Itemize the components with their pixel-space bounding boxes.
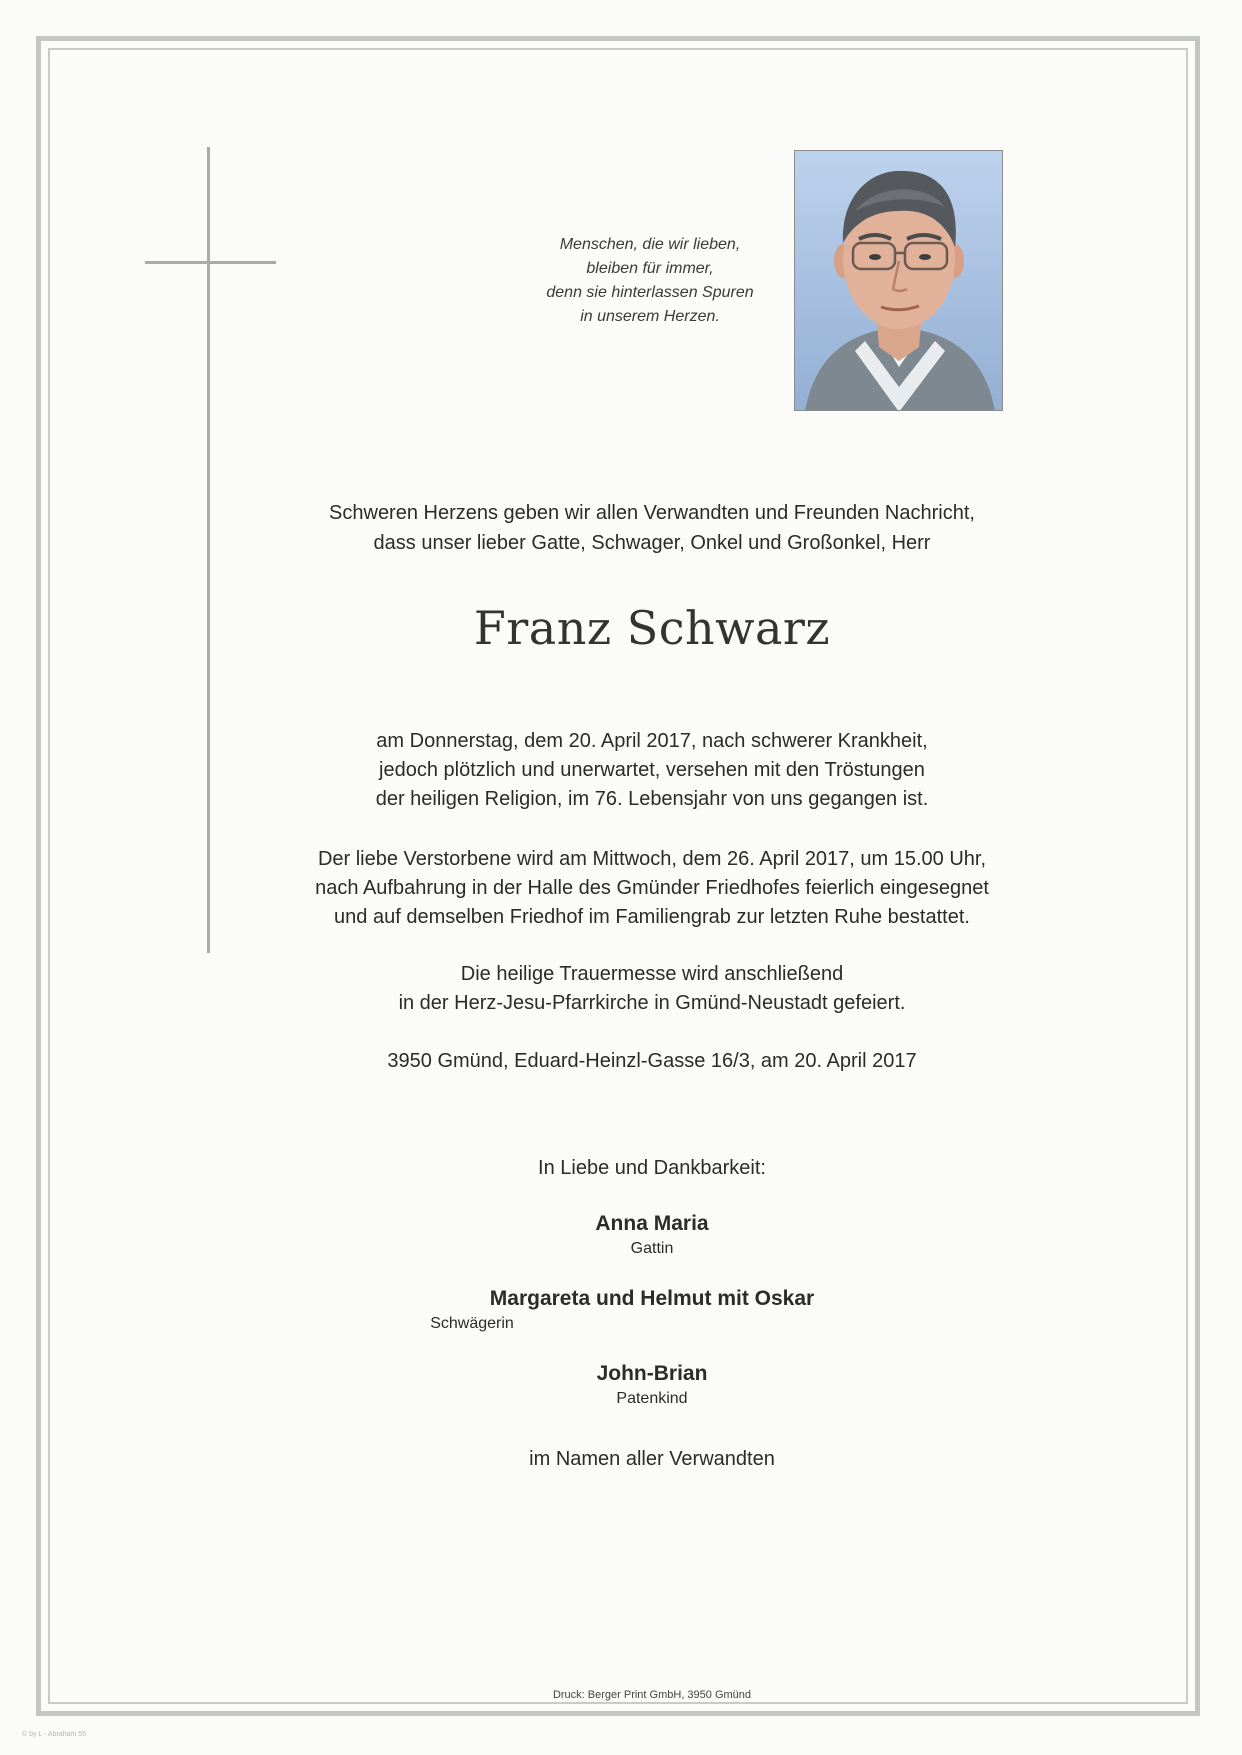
mourner-relation: Gattin <box>630 1240 674 1257</box>
mourner-name: Margareta und Helmut mit Oskar <box>489 1287 815 1310</box>
quote-line: denn sie hinterlassen Spuren <box>546 284 754 301</box>
mourners-closing: im Namen aller Verwandten <box>529 1448 775 1470</box>
mass-line: Die heilige Trauermesse wird anschließend <box>460 963 844 985</box>
mourner-name: Anna Maria <box>595 1212 709 1235</box>
intro-line: Schweren Herzens geben wir allen Verwandten und Freunden Nachricht, <box>329 502 975 524</box>
portrait-photo <box>794 150 1003 411</box>
quote-line: Menschen, die wir lieben, <box>559 236 741 253</box>
burial-line: und auf demselben Friedhof im Familiengrab zur letzten Ruhe bestattet. <box>334 906 970 928</box>
margin-note: © by L - Abraham 55 <box>22 1731 87 1738</box>
death-line: am Donnerstag, dem 20. April 2017, nach schwerer Krankheit, <box>376 730 928 752</box>
burial-line: nach Aufbahrung in der Halle des Gmünder Friedhofes feierlich eingesegnet <box>315 877 989 899</box>
death-line: jedoch plötzlich und unerwartet, versehen mit den Tröstungen <box>379 759 925 781</box>
mourner-relation: Patenkind <box>616 1390 688 1407</box>
intro-paragraph <box>262 498 1042 558</box>
memorial-quote <box>470 233 830 329</box>
cross-horizontal-bar <box>145 261 276 264</box>
mass-paragraph <box>262 960 1042 1018</box>
printer-credit: Druck: Berger Print GmbH, 3950 Gmünd <box>552 1689 752 1701</box>
burial-paragraph <box>262 845 1042 932</box>
quote-line: bleiben für immer, <box>586 260 714 277</box>
death-line: der heiligen Religion, im 76. Lebensjahr von uns gegangen ist. <box>375 788 929 810</box>
mass-line: in der Herz-Jesu-Pfarrkirche in Gmünd-Neustadt gefeiert. <box>398 992 906 1014</box>
address-line: 3950 Gmünd, Eduard-Heinzl-Gasse 16/3, am 20. April 2017 <box>387 1050 917 1072</box>
deceased-name: Franz Schwarz <box>473 601 831 655</box>
mourner-name: John-Brian <box>596 1362 708 1385</box>
intro-line: dass unser lieber Gatte, Schwager, Onkel und Großonkel, Herr <box>373 532 931 554</box>
portrait-illustration <box>795 151 1003 411</box>
mourners-heading: In Liebe und Dankbarkeit: <box>538 1157 766 1179</box>
cross-vertical-bar <box>207 147 210 953</box>
mourner-relation: Schwägerin <box>430 1315 514 1332</box>
quote-line: in unserem Herzen. <box>580 308 720 325</box>
death-paragraph <box>262 727 1042 814</box>
burial-line: Der liebe Verstorbene wird am Mittwoch, dem 26. April 2017, um 15.00 Uhr, <box>317 848 987 870</box>
